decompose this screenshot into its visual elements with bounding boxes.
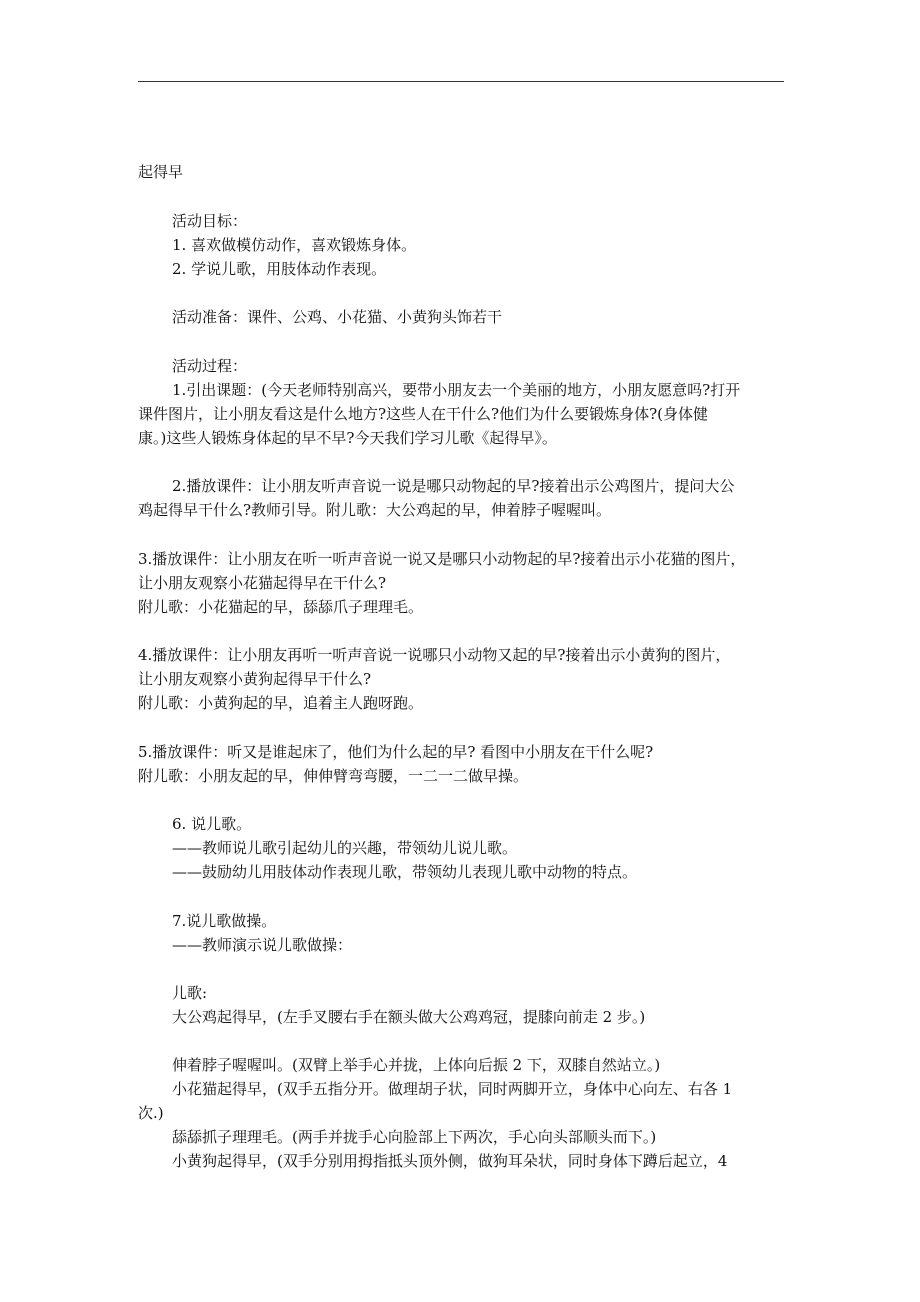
process-label: 活动过程： [172, 357, 248, 375]
song-label: 儿歌: [172, 984, 208, 1002]
step-7-line-2: ——教师演示说儿歌做操： [172, 936, 353, 954]
step-5-line-2: 附儿歌：小朋友起的早，伸伸臂弯弯腰，一二一二做早操。 [138, 767, 529, 785]
step-7-line-1: 7.说儿歌做操。 [172, 912, 277, 930]
song-line-2: 伸着脖子喔喔叫。(双臂上举手心并拢，上体向后振 2 下，双膝自然站立。) [172, 1056, 661, 1074]
step-6-line-1: 6. 说儿歌。 [172, 815, 252, 833]
goal-label: 活动目标： [172, 212, 248, 230]
preparation-line: 活动准备：课件、公鸡、小花猫、小黄狗头饰若干 [172, 308, 503, 326]
step-1-line-3: 康。)这些人锻炼身体起的早不早?今天我们学习儿歌《起得早》。 [138, 429, 557, 447]
step-3-line-1: 3.播放课件：让小朋友在听一听声音说一说又是哪只小动物起的早?接着出示小花猫的图片， [138, 550, 746, 568]
step-1-line-2: 课件图片，让小朋友看这是什么地方?这些人在干什么?他们为什么要锻炼身体?(身体健 [138, 405, 708, 423]
step-6-line-3: ——鼓励幼儿用肢体动作表现儿歌，带领幼儿表现儿歌中动物的特点。 [172, 863, 638, 881]
goal-item-1: 1. 喜欢做模仿动作，喜欢锻炼身体。 [172, 236, 417, 254]
step-4-line-1: 4.播放课件：让小朋友再听一听声音说一说哪只小动物又起的早?接着出示小黄狗的图片， [138, 646, 731, 664]
step-5-line-1: 5.播放课件：听又是谁起床了，他们为什么起的早? 看图中小朋友在干什么呢? [138, 743, 654, 761]
song-line-5: 小黄狗起得早，(双手分别用拇指抵头顶外侧，做狗耳朵状，同时身体下蹲后起立，4 [172, 1152, 728, 1170]
song-line-3-cont: 次.) [138, 1104, 164, 1122]
step-3-line-3: 附儿歌：小花猫起的早，舔舔爪子理理毛。 [138, 598, 424, 616]
song-line-4: 舔舔抓子理理毛。(两手并拢手心向脸部上下两次，手心向头部顺头而下。) [172, 1128, 657, 1146]
step-3-line-2: 让小朋友观察小花猫起得早在干什么? [138, 574, 387, 592]
goal-item-2: 2. 学说儿歌，用肢体动作表现。 [172, 260, 387, 278]
document-title: 起得早 [138, 163, 184, 181]
step-4-line-3: 附儿歌：小黄狗起的早，追着主人跑呀跑。 [138, 694, 424, 712]
step-2-line-1: 2.播放课件：让小朋友听声音说一说是哪只动物起的早?接着出示公鸡图片，提问大公 [172, 477, 735, 495]
song-line-3: 小花猫起得早，(双手五指分开。做理胡子状，同时两脚开立，身体中心向左、右各 1 [172, 1080, 733, 1098]
song-line-1: 大公鸡起得早，(左手叉腰右手在额头做大公鸡鸡冠，提膝向前走 2 步。) [172, 1008, 646, 1026]
header-rule [138, 81, 784, 82]
step-2-line-2: 鸡起得早干什么?教师引导。附儿歌：大公鸡起的早，伸着脖子喔喔叫。 [138, 501, 612, 519]
step-6-line-2: ——教师说儿歌引起幼儿的兴趣，带领幼儿说儿歌。 [172, 839, 518, 857]
step-4-line-2: 让小朋友观察小黄狗起得早干什么? [138, 670, 372, 688]
step-1-line-1: 1.引出课题：(今天老师特别高兴，要带小朋友去一个美丽的地方，小朋友愿意吗?打开 [172, 381, 741, 399]
